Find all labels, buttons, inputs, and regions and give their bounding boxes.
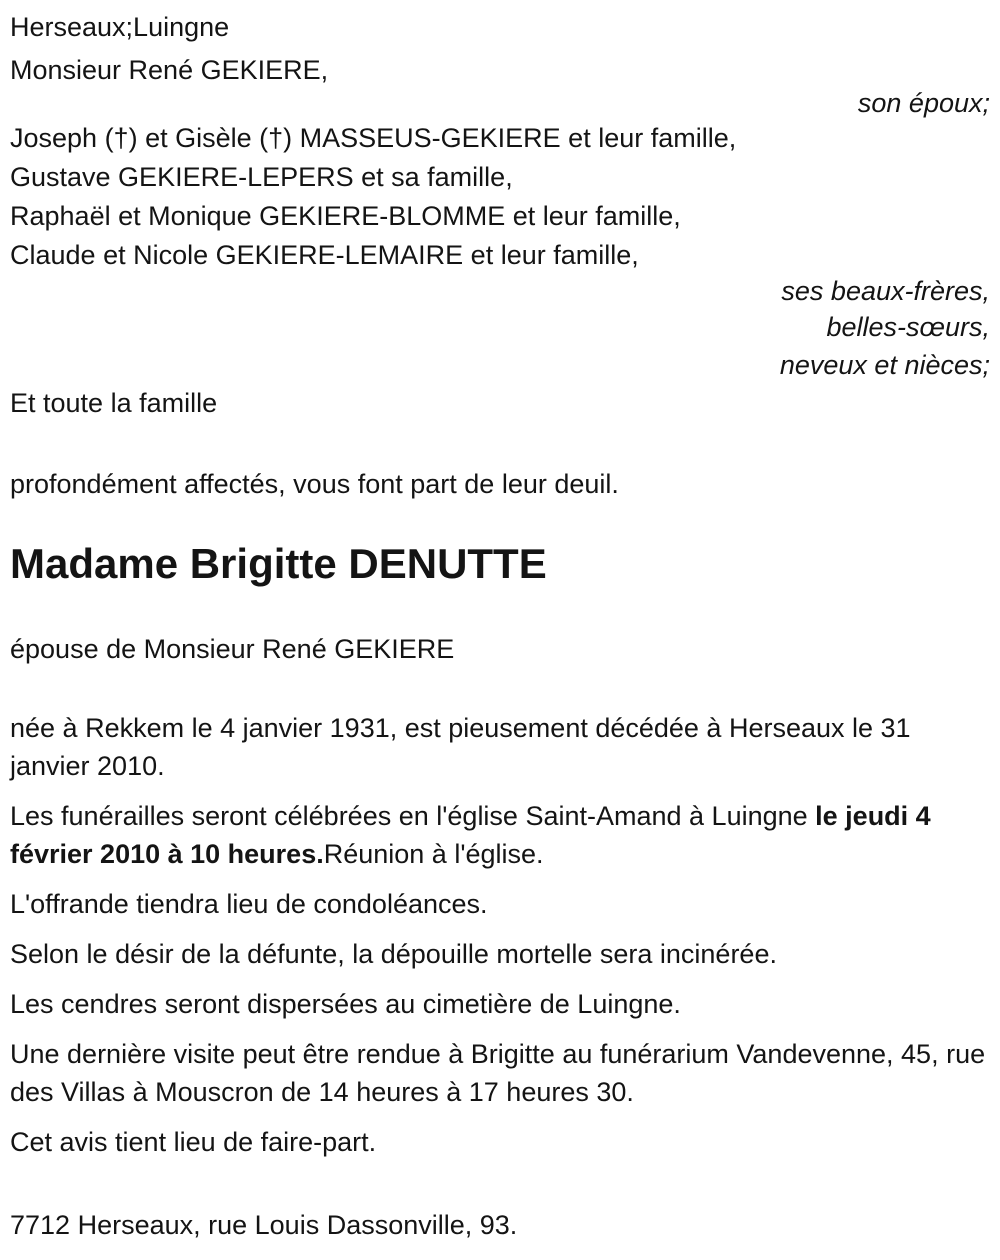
last-visit-line: Une dernière visite peut être rendue à Brigitte au funérarium Vandevenne, 45, rue des Villas à Mouscron de 14 heures à 17 heures 30.	[10, 1039, 986, 1107]
funeral-datetime: le jeudi 4 février 2010 à 10 heures.	[10, 801, 931, 869]
birth-death-line: née à Rekkem le 4 janvier 1931, est pieusement décédée à Herseaux le 31 janvier 2010.	[10, 713, 911, 781]
ashes-line: Les cendres seront dispersées au cimetière de Luingne.	[10, 989, 681, 1019]
family-line: Gustave GEKIERE-LEPERS et sa famille,	[10, 162, 513, 192]
family-line: Claude et Nicole GEKIERE-LEMAIRE et leur famille,	[10, 240, 639, 270]
family-relation-line: neveux et nièces;	[779, 350, 990, 380]
funeral-text: Les funérailles seront célébrées en l'église Saint-Amand à Luingne	[10, 801, 816, 831]
deceased-name-title: Madame Brigitte DENUTTE	[10, 540, 547, 587]
cities-line: Herseaux;Luingne	[10, 12, 230, 42]
family-relation-line: ses beaux-frères,	[781, 276, 990, 306]
spouse-of-line: épouse de Monsieur René GEKIERE	[10, 634, 455, 664]
family-all-line: Et toute la famille	[10, 388, 218, 418]
funeral-announcement	[10, 797, 990, 873]
funeral-meeting: Réunion à l'église.	[323, 839, 544, 869]
offering-line: L'offrande tiendra lieu de condoléances.	[10, 889, 488, 919]
family-line: Joseph (†) et Gisèle (†) MASSEUS-GEKIERE et leur famille,	[10, 123, 737, 153]
notice-statement-line: Cet avis tient lieu de faire-part.	[10, 1127, 377, 1157]
address-line: 7712 Herseaux, rue Louis Dassonville, 93.	[10, 1210, 518, 1240]
husband-name-line: Monsieur René GEKIERE,	[10, 55, 329, 85]
family-relation-line: belles-sœurs,	[826, 312, 990, 342]
husband-relation-line: son époux;	[857, 88, 990, 118]
cremation-line: Selon le désir de la défunte, la dépouille mortelle sera incinérée.	[10, 939, 777, 969]
family-line: Raphaël et Monique GEKIERE-BLOMME et leur famille,	[10, 201, 681, 231]
grief-statement: profondément affectés, vous font part de leur deuil.	[10, 469, 619, 499]
